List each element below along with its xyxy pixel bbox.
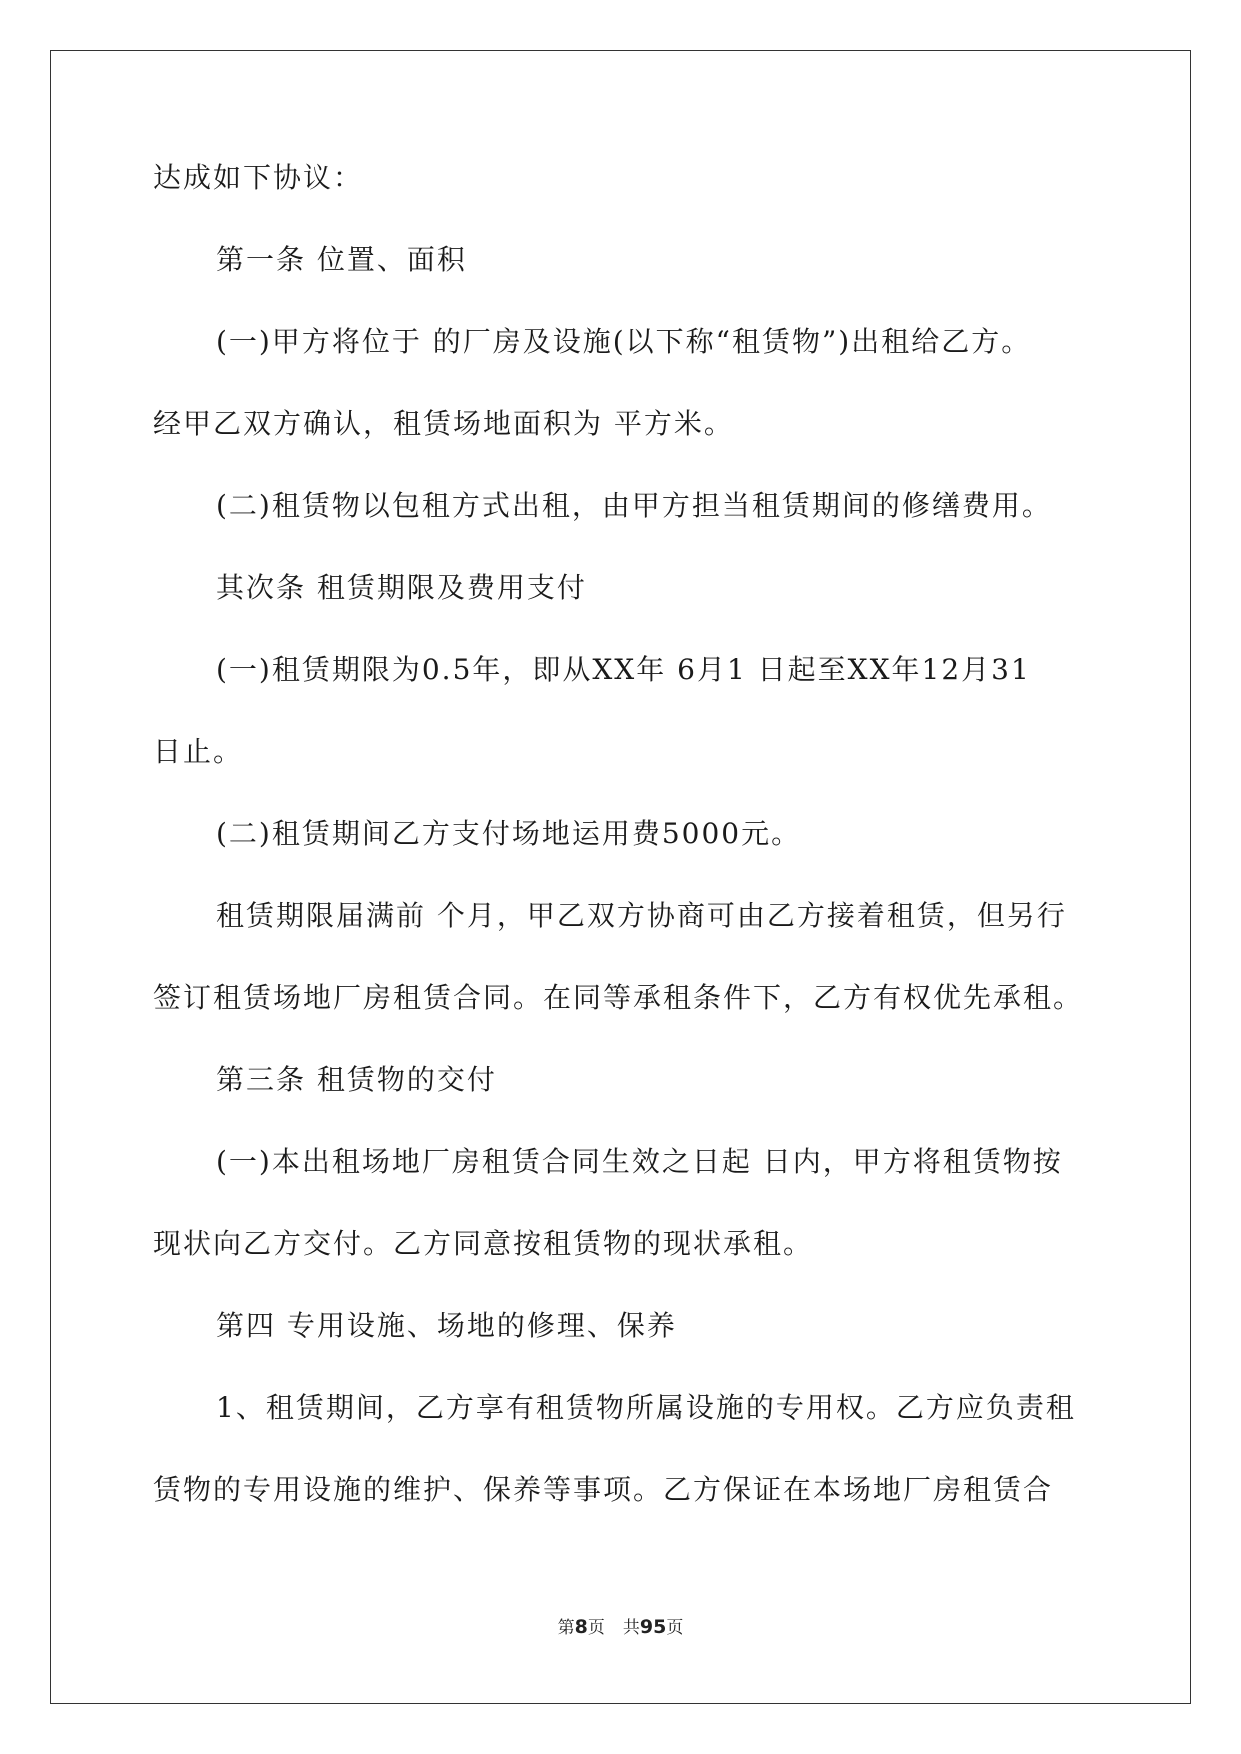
footer-page-number: 8 bbox=[574, 1616, 588, 1638]
text-line: 赁物的专用设施的维护、保养等事项。乙方保证在本场地厂房租赁合 bbox=[153, 1473, 1054, 1506]
footer-page-prefix: 第 bbox=[557, 1618, 575, 1638]
text-line: (一)本出租场地厂房租赁合同生效之日起 日内，甲方将租赁物按 bbox=[216, 1145, 1063, 1178]
text-line: 1、租赁期间，乙方享有租赁物所属设施的专用权。乙方应负责租 bbox=[216, 1391, 1076, 1424]
footer-page-suffix: 页 bbox=[587, 1618, 605, 1638]
text-line: 达成如下协议： bbox=[153, 161, 364, 194]
section-heading: 第四 专用设施、场地的修理、保养 bbox=[216, 1309, 677, 1342]
section-heading: 其次条 租赁期限及费用支付 bbox=[216, 571, 587, 604]
section-heading: 第三条 租赁物的交付 bbox=[216, 1063, 497, 1096]
text-line: 签订租赁场地厂房租赁合同。在同等承租条件下，乙方有权优先承租。 bbox=[153, 981, 1084, 1014]
footer-total-pages: 95 bbox=[639, 1616, 667, 1638]
footer-total-prefix: 共 bbox=[622, 1618, 640, 1638]
page-footer bbox=[0, 1617, 1241, 1638]
text-line: 经甲乙双方确认，租赁场地面积为 平方米。 bbox=[153, 407, 734, 440]
document-body bbox=[153, 161, 1093, 1558]
text-line: 租赁期限届满前 个月，甲乙双方协商可由乙方接着租赁，但另行 bbox=[216, 899, 1067, 932]
section-heading: 第一条 位置、面积 bbox=[216, 243, 467, 276]
text-line: (一)租赁期限为0.5年，即从XX年 6月1 日起至XX年12月31 bbox=[216, 653, 1031, 686]
footer-total-suffix: 页 bbox=[666, 1618, 684, 1638]
text-line: (一)甲方将位于 的厂房及设施(以下称“租赁物”)出租给乙方。 bbox=[216, 325, 1032, 358]
text-line: (二)租赁期间乙方支付场地运用费5000元。 bbox=[216, 817, 802, 850]
text-line: 日止。 bbox=[153, 735, 244, 768]
text-line: (二)租赁物以包租方式出租，由甲方担当租赁期间的修缮费用。 bbox=[216, 489, 1052, 522]
text-line: 现状向乙方交付。乙方同意按租赁物的现状承租。 bbox=[153, 1227, 814, 1260]
